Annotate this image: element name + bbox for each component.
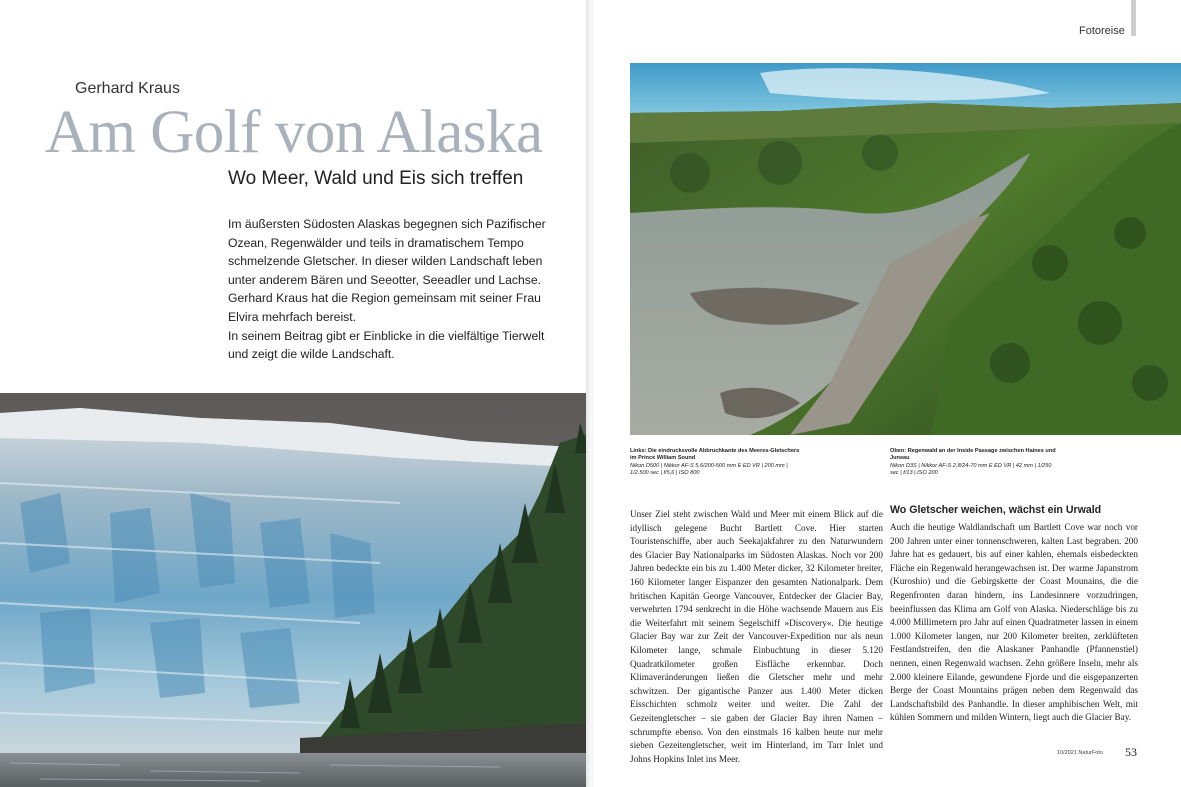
caption-left-title: Links: Die eindrucksvolle Abbruchkante des Meeres-Gletschers im Prince William Sound — [630, 448, 800, 462]
issue-label: 10/2021 NaturFoto — [1057, 750, 1103, 756]
caption-left-tech: Nikon D500 | Nikkor AF-S 5,6/200-500 mm E ED VR | 200 mm | 1/2.500 sec | f/5,6 | ISO 800 — [630, 462, 788, 477]
lead-paragraph-1: Im äußersten Südosten Alaskas begegnen sich Pazifischer Ozean, Regenwälder und teils in dramatischem Tempo schmelzende Gletscher. In dieser wilden Landschaft leben unter anderem Bären und Seeotter, Seeadler und Lachse. Gerhard Kraus hat die Region gemeinsam mit seiner Frau Elvira mehrfach bereist. — [228, 217, 546, 324]
lead-paragraph-2: In seinem Beitrag gibt er Einblicke in die vielfältige Tierwelt und zeigt die wilde Landschaft. — [228, 328, 545, 362]
glacier-photo — [0, 393, 590, 787]
article-lead — [228, 215, 558, 364]
page-number: 53 — [1125, 745, 1137, 759]
aerial-rainforest-photo — [630, 63, 1181, 435]
article-author: Gerhard Kraus — [75, 80, 180, 97]
section-label: Fotoreise — [1079, 25, 1125, 37]
body-column-1: Unser Ziel steht zwischen Wald und Meer mit einem Blick auf die idyllisch gelegene Bucht Bartlett Cove. Hier starten Touristenschiffe, aber auch Seekajakfahrer zu den Naturwundern des Glacier Bay Nationalparks im Südosten Alaskas. Noch vor 200 Jahren bedeckte ein bis zu 1.400 Meter dicker, 32 Kilometer breiter, 160 Kilometer langer Eispanzer den gesamten Nationalpark. Dem britischen Kapitän George Vancouver, Entdecker der Glacier Bay, verwehrten 1794 senkrecht in die Höhe wachsende Mauern aus Eis die Weiterfahrt mit seinem Segelschiff »Discovery«. Die heutige Glacier Bay war zur Zeit der Vancouver-Expedition nur als neun Kilometer lange, schmale Einbuchtung in dieser 5.120 Quadratkilometer großen Eisfläche erkennbar. Doch Klimaveränderungen ließen die Gletscher mehr und mehr schwitzen. Der gigantische Panzer aus 1.400 Meter dicken Eisschichten schmolz weiter und weiter. Die Zahl der Gezeitengletscher – sie gaben der Glacier Bay ihren Namen – schrumpfte ebenso. Von den einstmals 16 kalben heute nur mehr sieben Gezeitengletscher, weit im Hinterland, im Tarr Inlet und Johns Hopkins Inlet ins Meer. — [630, 509, 883, 764]
caption-right-title: Oben: Regenwald an der Inside Passage zwischen Haines und Juneau — [890, 448, 1056, 462]
article-title: Am Golf von Alaska — [45, 99, 543, 166]
body-column-2: Auch die heutige Waldlandschaft um Bartlett Cove war noch vor 200 Jahren unter einer tonnenschweren, kalten Last begraben. 200 Jahre hat es gedauert, bis auf einer kahlen, ehemals eisbedeckten Fläche ein Regenwald herangewachsen ist. Der warme Japanstrom (Kuroshio) und die Gebirgskette der Coast Mounains, die die Regenfronten daran hindern, ins Landesinnere vorzudringen, beeinflussen das Klima am Golf von Alaska. Niederschläge bis zu 4.000 Millimetern pro Jahr auf einen Quadratmeter lassen in einem 1.000 Kilometer langen, nur 200 Kilometer breiten, zerklüfteten Festlandstreifen, den die Alaskaner Panhandle (Pfannenstiel) nennen, einen Regenwald wachsen. Zehn größere Inseln, mehr als 2.000 kleinere Eilande, gewundene Fjorde und die eisgepanzerten Berge der Coast Mountains prägen neben dem Regenwald das Landschaftsbild des Panhandle. In dieser amphibischen Welt, mit kühlen Sommern und milden Wintern, liegt auch die Glacier Bay. — [890, 522, 1138, 723]
section-tag-bar — [1131, 0, 1136, 36]
article-subtitle: Wo Meer, Wald und Eis sich treffen — [228, 168, 524, 189]
caption-left — [630, 448, 800, 478]
caption-right-tech: Nikon D3S | Nikkor AF-S 2,8/24-70 mm E ED VR | 42 mm | 1/250 sec | f/13 | ISO 200 — [890, 462, 1052, 477]
caption-right — [890, 448, 1060, 478]
section-subheading: Wo Gletscher weichen, wächst ein Urwald — [890, 504, 1102, 516]
